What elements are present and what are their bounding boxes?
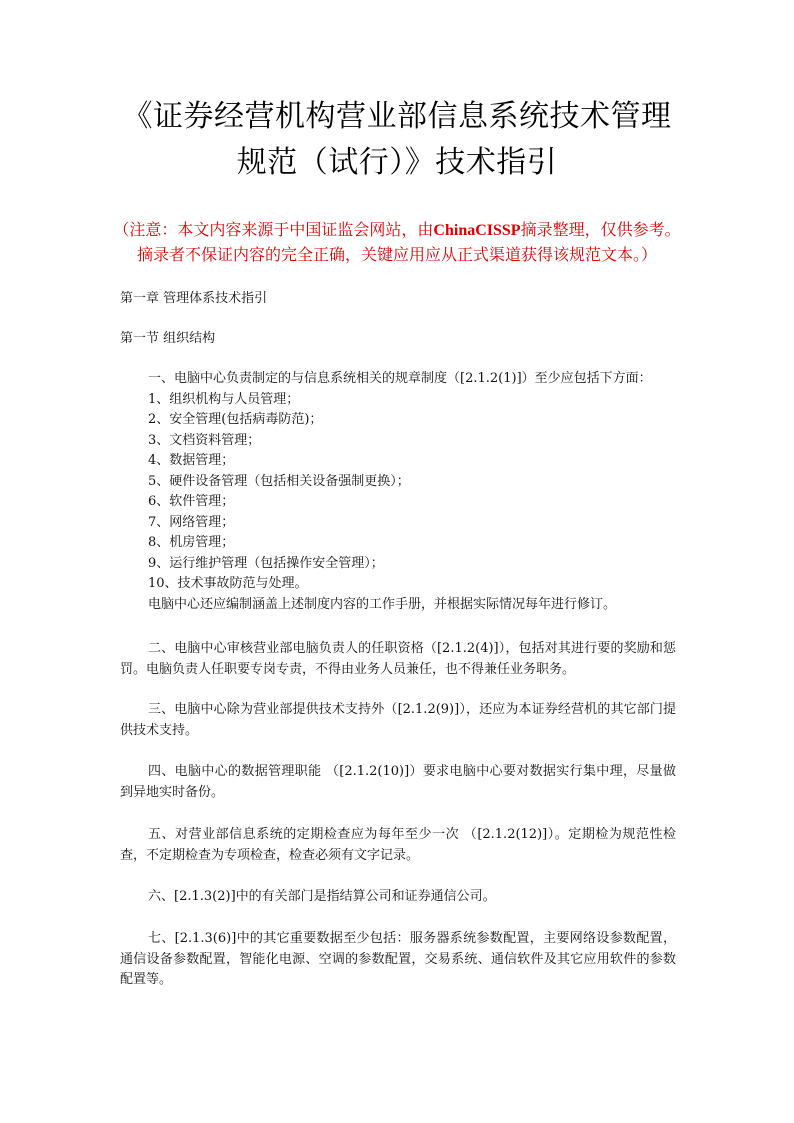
- list-item: 5、硬件设备管理（包括相关设备强制更换）；: [148, 473, 410, 489]
- list-item: 7、网络管理；: [148, 514, 235, 530]
- paragraph-2-text: 二、电脑中心审核营业部电脑负责人的任职资格（[2.1.2(4)]），包括对其进行要的奖励和惩罚。电脑负责人任职要专岗专责，不得由业务人员兼任，也不得兼任业务职务。: [120, 641, 676, 677]
- chapter-heading: 第一章 管理体系技术指引: [120, 291, 268, 306]
- list-item: 2、安全管理(包括病毒防范)；: [148, 412, 323, 427]
- paragraph-5: [120, 825, 676, 866]
- paragraph-3: [120, 700, 676, 741]
- notice-text-before: （注意：本文内容来源于中国证监会网站，由: [113, 220, 434, 239]
- list-item: 1、组织机构与人员管理；: [148, 391, 300, 407]
- paragraph-4: [120, 762, 676, 803]
- notice-line2: 摘录者不保证内容的完全正确，关键应用应从正式渠道获得该规范文本。）: [136, 245, 657, 264]
- paragraph-4-text: 四、电脑中心的数据管理职能 （[2.1.2(10)]）要求电脑中心要对数据实行集中理，尽量做到异地实时备份。: [120, 764, 676, 800]
- notice-line1: [100, 218, 694, 243]
- list-item: 9、运行维护管理（包括操作安全管理）；: [148, 555, 384, 571]
- list-item: 6、软件管理；: [148, 494, 235, 509]
- list-item: 4、数据管理；: [148, 453, 235, 468]
- paragraph-1: [120, 369, 676, 615]
- paragraph-5-text: 五、对营业部信息系统的定期检查应为每年至少一次 （[2.1.2(12)]）。定期检为规范性检查，不定期检查为专项检查，检查必须有文字记录。: [120, 827, 676, 863]
- list-item: 10、技术事故防范与处理。: [148, 576, 308, 591]
- list-item: 8、机房管理；: [148, 535, 235, 550]
- list-item: 3、文档资料管理；: [148, 432, 261, 448]
- notice-text-after: 摘录整理，仅供参考。: [520, 220, 681, 239]
- notice-brand: ChinaCISSP: [433, 222, 521, 239]
- source-notice: [100, 218, 694, 267]
- paragraph-6-text: 六、[2.1.3(2)]中的有关部门是指结算公司和证券通信公司。: [148, 889, 496, 904]
- paragraph-7: [120, 929, 676, 991]
- paragraph-6: [120, 887, 676, 908]
- paragraph-2: [120, 639, 676, 680]
- paragraph-3-text: 三、电脑中心除为营业部提供技术支持外（[2.1.2(9)]），还应为本证券经营机的其它部门提供技术支持。: [120, 702, 676, 738]
- paragraph-7-text: 七、[2.1.3(6)]中的其它重要数据至少包括：服务器系统参数配置，主要网络设参数配置，通信设备参数配置，智能化电源、空调的参数配置，交易系统、通信软件及其它应用软件的参数配置等。: [120, 931, 676, 987]
- document-title-line2: 规范（试行）》技术指引: [236, 145, 558, 180]
- paragraph-1-closing: 电脑中心还应编制涵盖上述制度内容的工作手册，并根据实际情况每年进行修订。: [148, 596, 617, 612]
- section-heading: 第一节 组织结构: [120, 331, 216, 346]
- document-title-line1: 《证券经营机构营业部信息系统技术管理: [122, 99, 672, 134]
- paragraph-1-intro: 一、电脑中心负责制定的与信息系统相关的规章制度（[2.1.2(1)]）至少应包括下方面：: [148, 371, 652, 386]
